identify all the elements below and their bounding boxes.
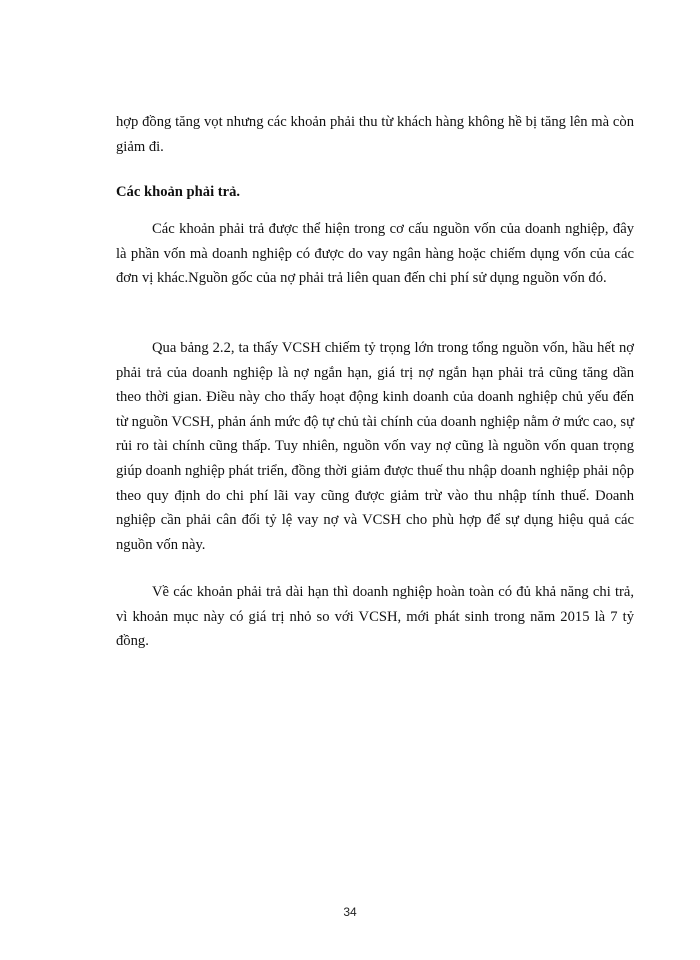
page-number: 34 — [343, 905, 357, 919]
paragraph-payables-analysis: Qua bảng 2.2, ta thấy VCSH chiếm tỷ trọng lớn trong tổng nguồn vốn, hầu hết nợ phải trả của doanh nghiệp là nợ ngắn hạn, giá trị nợ ngắn hạn phải trả cũng tăng dần theo thời gian. Điều này cho thấy hoạt động kinh doanh của doanh nghiệp chủ yếu đến từ nguồn VCSH, phản ánh mức độ tự chủ tài chính của doanh nghiệp nằm ở mức cao, sự rủi ro tài chính cũng thấp. Tuy nhiên, nguồn vốn vay nợ cũng là nguồn vốn quan trọng giúp doanh nghiệp phát triển, đồng thời giảm được thuế thu nhập doanh nghiệp phải nộp theo quy định do chi phí lãi vay cũng được giảm trừ vào thu nhập tính thuế. Doanh nghiệp cần phải cân đối tỷ lệ vay nợ và VCSH cho phù hợp để sự dụng hiệu quả các nguồn vốn này. — [116, 340, 634, 553]
paragraph-long-term-payables: Về các khoản phải trả dài hạn thì doanh nghiệp hoàn toàn có đủ khả năng chi trả, vì khoản mục này có giá trị nhỏ so với VCSH, mới phát sinh trong năm 2015 là 7 tỷ đồng. — [116, 584, 634, 650]
paragraph-continued: hợp đồng tăng vọt nhưng các khoản phải thu từ khách hàng không hề bị tăng lên mà còn giảm đi. — [116, 114, 634, 155]
section-heading: Các khoản phải trả. — [116, 184, 241, 200]
paragraph-payables-intro: Các khoản phải trả được thể hiện trong cơ cấu nguồn vốn của doanh nghiệp, đây là phần vốn mà doanh nghiệp có được do vay ngân hàng hoặc chiếm dụng vốn của các đơn vị khác.Nguồn gốc của nợ phải trả liên quan đến chi phí sử dụng nguồn vốn đó. — [116, 221, 634, 287]
